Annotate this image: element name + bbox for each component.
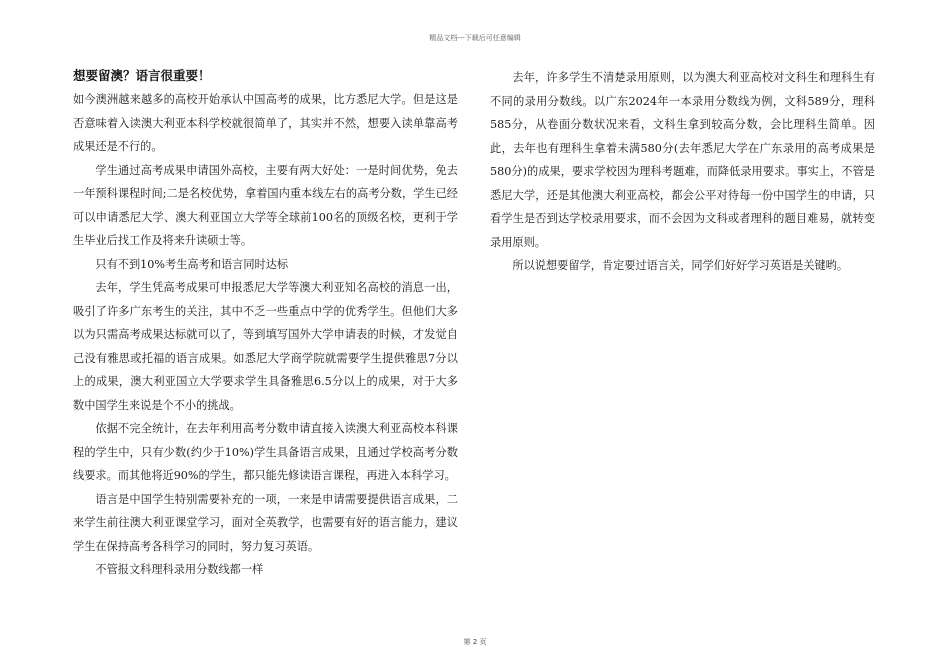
intro-paragraph: 如今澳洲越来越多的高校开始承认中国高考的成果，比方悉尼大学。但是这是否意味着入读澳大利亚本科学校就很简单了，其实并不然，想要入读单靠高考成果还是不行的。 [73,93,458,153]
body-paragraph: 去年，学生凭高考成果可申报悉尼大学等澳大利亚知名高校的消息一出，吸引了许多广东考生的关注，其中不乏一些重点中学的优秀学生。但他们大多以为只需高考成果达标就可以了，等到填写国外大学申请表的时候，才发觉自己没有雅思或托福的语言成果。如悉尼大学商学院就需要学生提供雅思7分以上的成果，澳大利亚国立大学要求学生具备雅思6.5分以上的成果，对于大多数中国学生来说是个不小的挑战。 [73,281,458,412]
body-paragraph: 语言是中国学生特别需要补充的一项，一来是申请需要提供语言成果，二来学生前往澳大利亚课堂学习，面对全英教学，也需要有好的语言能力，建议学生在保持高考各科学习的同时，努力复习英语。 [73,492,458,553]
conclusion-paragraph: 所以说想要留学，肯定要过语言关，同学们好好学习英语是关键哟。 [512,259,849,272]
page-number: 第 2 页 [463,638,487,646]
left-column [73,66,458,582]
body-paragraph: 学生通过高考成果申请国外高校，主要有两大好处：一是时间优势，免去一年预科课程时间;二是名校优势，拿着国内重本线左右的高考分数，学生已经可以申请悉尼大学、澳大利亚国立大学等全球前100名的顶级名校，更利于学生毕业后找工作及将来升读硕士等。 [73,163,458,247]
right-column [490,66,875,278]
section-heading: 只有不到10%考生高考和语言同时达标 [95,257,289,271]
article-title: 想要留澳？语言很重要！ [73,68,211,83]
section-heading: 不管报文科理科录用分数线都一样 [95,563,264,576]
body-paragraph: 依据不完全统计，在去年利用高考分数申请直接入读澳大利亚高校本科课程的学生中，只有少数(约少于10%)学生具备语言成果，且通过学校高考分数线要求。而其他将近90%的学生，都只能先修读语言课程，再进入本科学习。 [73,422,458,482]
page-header-note: 精品文档---下载后可任意编辑 [429,34,521,42]
body-paragraph: 去年，许多学生不清楚录用原则，以为澳大利亚高校对文科生和理科生有不同的录用分数线。以广东2024年一本录用分数线为例，文科589分，理科585分，从卷面分数状况来看，文科生拿到较高分数，会比理科生简单。因此，去年也有理科生拿着未满580分(去年悉尼大学在广东录用的高考成果是580分)的成果，要求学校因为理科考题难，而降低录用要求。事实上，不管是悉尼大学，还是其他澳大利亚高校，都会公平对待每一份中国学生的申请，只看学生是否到达学校录用要求，而不会因为文科或者理科的题目难易，就转变录用原则。 [490,71,875,249]
